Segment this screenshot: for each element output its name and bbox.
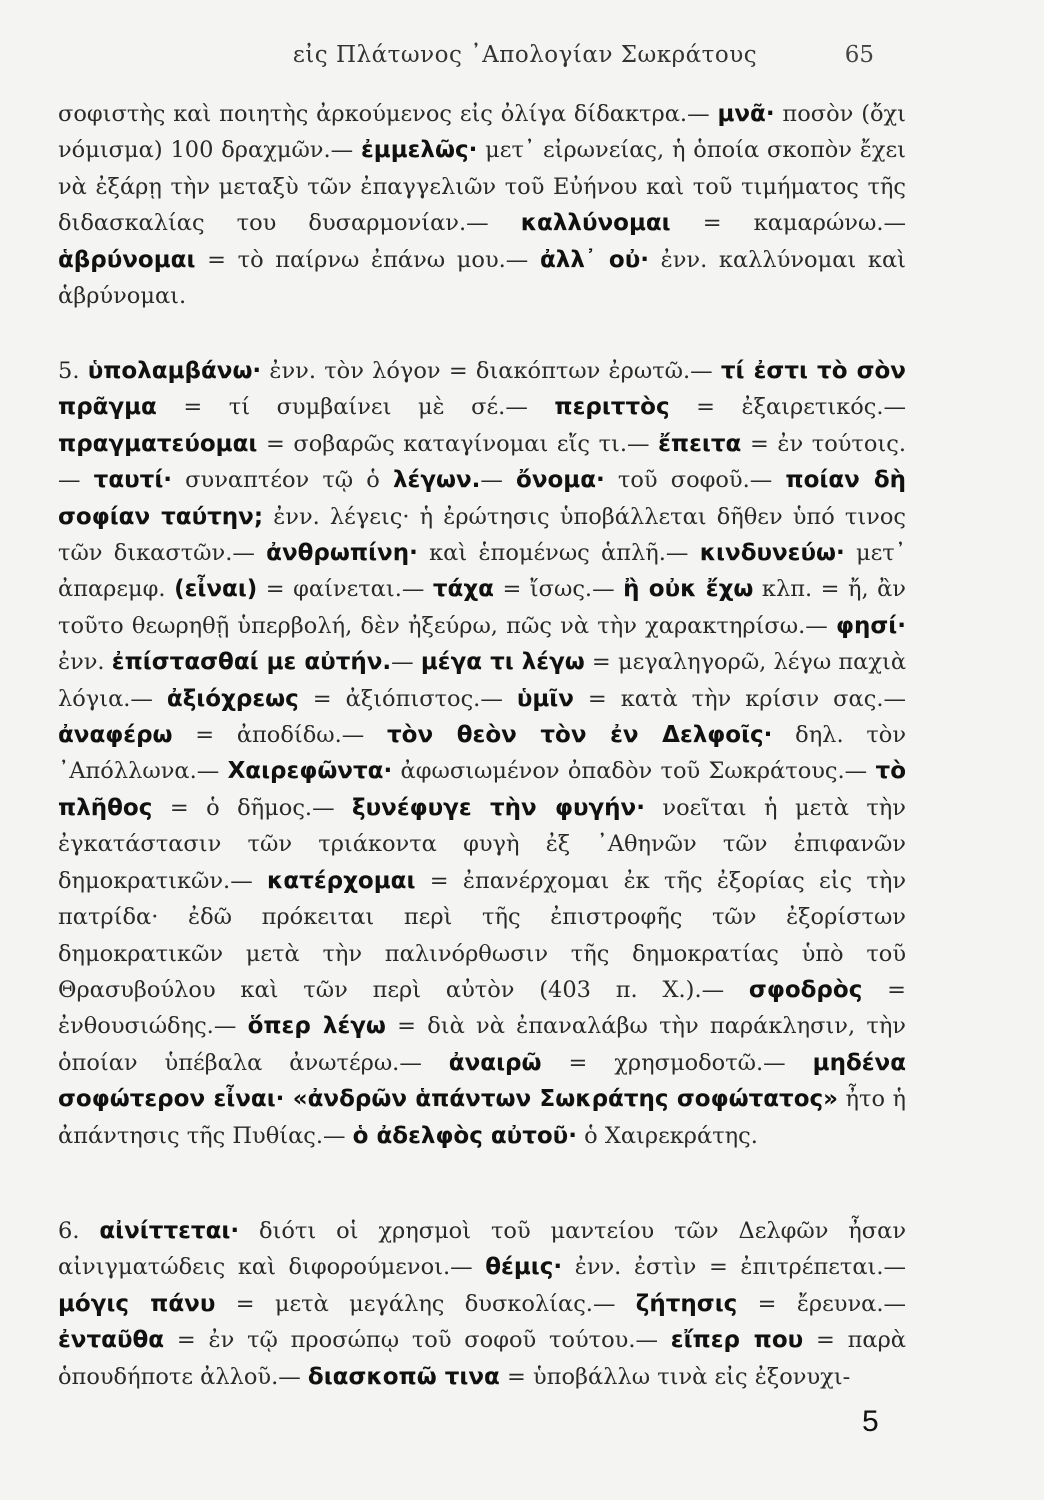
lemma-term: ξυνέφυγε τὴν φυγήν·: [352, 794, 645, 821]
gloss-text: δηλ. τὸν ᾿Απόλλωνα.—: [58, 722, 906, 785]
lemma-term: ἐνταῦθα: [58, 1327, 165, 1354]
lemma-term: κινδυνεύω·: [699, 540, 845, 567]
gloss-text: = ἐξαιρετικός.—: [669, 394, 907, 421]
lemma-term: θέμις·: [485, 1254, 563, 1281]
lemma-term: ὅπερ λέγω: [247, 1013, 386, 1040]
gloss-text: —: [480, 467, 517, 494]
lemma-term: περιττὸς: [554, 394, 670, 421]
gloss-text: = ἐν τῷ προσώπῳ τοῦ σοφοῦ τούτου.—: [164, 1327, 671, 1354]
lemma-term: ἀναφέρω: [58, 722, 173, 749]
gloss-text: = μεγαληγορῶ, λέγω παχιὰ λόγια.—: [58, 649, 907, 712]
gloss-text: = ἐπανέρχομαι ἐκ τῆς ἐξορίας εἰς τὴν πατρίδα· ἐδῶ πρόκειται περὶ τῆς ἐπιστροφῆς τῶν ἐξορίστων δημοκρατικῶν μετὰ τὴν παλινόρθωσιν τῆς δημοκρατίας ὑπὸ τοῦ Θρασυβούλου καὶ τῶν περὶ αὐτὸν (403 π. Χ.).—: [58, 867, 906, 1003]
signature-mark: 5: [862, 1405, 879, 1438]
gloss-text: μετ᾿ εἰρωνείας, ἡ ὁποία σκοπὸν ἔχει νὰ ἐξάρῃ τὴν μεταξὺ τῶν ἐπαγγελιῶν τοῦ Εὐήνου καὶ τοῦ τιμήματος τῆς διδασκαλίας του δυσαρμονίαν.—: [58, 137, 906, 237]
lemma-term: σφοδρὸς: [748, 976, 863, 1003]
lemma-term: μέγα τι λέγω: [420, 649, 585, 676]
lemma-term: διασκοπῶ τινα: [307, 1363, 500, 1390]
gloss-text: = μετὰ μεγάλης δυσκολίας.—: [215, 1290, 636, 1317]
gloss-text: —: [391, 649, 421, 676]
lemma-term: ὁ ἀδελφὸς αὐτοῦ·: [352, 1122, 577, 1149]
gloss-text: 5.: [58, 358, 88, 384]
gloss-text: = κατὰ τὴν κρίσιν σας.—: [573, 685, 906, 712]
lemma-term: ἐμμελῶς·: [360, 137, 478, 164]
gloss-text: = χρησμοδοτῶ.—: [541, 1049, 813, 1076]
gloss-text: διότι οἱ χρησμοὶ τοῦ μαντείου τῶν Δελφῶν ἦσαν αἰνιγματώδεις καὶ διφορούμενοι.—: [58, 1218, 907, 1281]
gloss-text: ποσὸν (ὄχι νόμισμα) 100 δραχμῶν.—: [58, 101, 906, 164]
lemma-term: (εἶναι): [174, 576, 258, 603]
gloss-text: = παρὰ ὁπουδήποτε ἀλλοῦ.—: [58, 1327, 907, 1390]
gloss-text: = ἐνθουσιώδης.—: [58, 976, 906, 1040]
lemma-term: ζήτησις: [635, 1290, 738, 1317]
lemma-term: ἀναιρῶ: [448, 1049, 542, 1076]
lemma-term: φησί·: [836, 612, 906, 639]
lemma-term: εἴπερ που: [670, 1327, 804, 1354]
page-number: 65: [844, 42, 874, 68]
gloss-text: καὶ ἑπομένως ἁπλῆ.—: [417, 540, 700, 567]
lemma-term: ἢ οὐκ ἔχω: [623, 576, 754, 603]
gloss-text: = ἐν τούτοις. —: [58, 430, 906, 494]
gloss-text: ἐνν. λέγεις· ἡ ἐρώτησις ὑποβάλλεται δῆθεν ὑπό τινος τῶν δικαστῶν.—: [58, 503, 906, 567]
gloss-text: = ἴσως.—: [493, 576, 624, 603]
gloss-text: = ἀποδίδω.—: [172, 722, 387, 749]
gloss-text: ὁ Χαιρεκράτης.: [576, 1122, 758, 1149]
lemma-term: καλλύνομαι: [520, 210, 671, 237]
gloss-text: συναπτέον τῷ ὁ: [172, 467, 393, 494]
gloss-text: ἐνν.: [58, 649, 112, 676]
lemma-term: ὄνομα·: [516, 467, 605, 494]
gloss-text: = ἀξιόπιστος.—: [298, 685, 517, 712]
lemma-term: τὸ πλῆθος: [58, 758, 906, 821]
lemma-term: ἔπειτα: [658, 430, 742, 457]
gloss-text: 6.: [58, 1218, 100, 1244]
commentary-paragraph-3: [58, 1213, 906, 1395]
gloss-text: = καμαρώνω.—: [670, 210, 906, 237]
gloss-text: κλπ. = ἤ, ἂν τοῦτο θεωρηθῇ ὑπερβολή, δὲν ἠξεύρω, πῶς νὰ τὴν χαρακτηρίσω.—: [58, 576, 906, 639]
gloss-text: = τὸ παίρνω ἐπάνω μου.—: [195, 246, 540, 273]
lemma-term: τάχα: [432, 576, 494, 603]
lemma-term: μόγις πάνυ: [58, 1290, 216, 1317]
lemma-term: ὑμῖν: [516, 685, 574, 712]
commentary-paragraph-1: [58, 96, 906, 314]
lemma-term: λέγων.: [392, 467, 481, 494]
lemma-term: τὸν θεὸν τὸν ἐν Δελφοῖς·: [387, 722, 773, 749]
gloss-text: = τί συμβαίνει μὲ σέ.—: [156, 394, 555, 421]
lemma-term: ταυτί·: [93, 467, 173, 494]
running-title: εἰς Πλάτωνος ᾿Απολογίαν Σωκράτους: [292, 42, 758, 68]
gloss-text: νοεῖται ἡ μετὰ τὴν ἐγκατάστασιν τῶν τριάκοντα φυγὴ ἐξ ᾿Αθηνῶν τῶν ἐπιφανῶν δημοκρατικῶν.—: [58, 794, 906, 894]
lemma-term: κατέρχομαι: [267, 867, 416, 894]
gloss-text: ἐνν. τὸν λόγον = διακόπτων ἐρωτῶ.—: [261, 358, 721, 384]
lemma-term: ὑπολαμβάνω·: [87, 358, 262, 384]
lemma-term: μηδένα σοφώτερον εἶναι· «ἀνδρῶν ἁπάντων Σωκράτης σοφώτατος»: [58, 1049, 907, 1113]
commentary-paragraph-2: [58, 353, 906, 1154]
lemma-term: ποίαν δὴ σοφίαν ταύτην;: [58, 467, 907, 530]
gloss-text: = διὰ νὰ ἐπαναλάβω τὴν παράκλησιν, τὴν ὁποίαν ὑπέβαλα ἀνωτέρω.—: [58, 1013, 906, 1076]
gloss-text: ἀφωσιωμένον ὀπαδὸν τοῦ Σωκράτους.—: [392, 758, 876, 785]
lemma-term: ἀνθρωπίνη·: [266, 540, 418, 567]
gloss-text: = ὑποβάλλω τινὰ εἰς ἐξονυχι-: [499, 1363, 851, 1390]
lemma-term: ἁβρύνομαι: [58, 246, 196, 273]
lemma-term: αἰνίττεται·: [99, 1218, 240, 1244]
gloss-text: ἦτο ἡ ἀπάντησις τῆς Πυθίας.—: [58, 1086, 906, 1149]
gloss-text: = φαίνεται.—: [257, 576, 433, 603]
lemma-term: τί ἐστι τὸ σὸν πρᾶγμα: [58, 358, 906, 421]
gloss-text: = ὁ δῆμος.—: [152, 794, 353, 821]
gloss-text: = σοβαρῶς καταγίνομαι εἴς τι.—: [257, 430, 659, 457]
lemma-term: ἀλλ᾿ οὐ·: [539, 246, 649, 273]
lemma-term: ἀξιόχρεως: [166, 685, 299, 712]
lemma-term: Χαιρεφῶντα·: [227, 758, 393, 785]
gloss-text: ἐνν. ἐστὶν = ἐπιτρέπεται.—: [562, 1254, 906, 1281]
lemma-term: πραγματεύομαι: [58, 430, 258, 457]
gloss-text: ἐνν. καλλύνομαι καὶ ἁβρύνομαι.: [58, 246, 906, 310]
gloss-text: = ἔρευνα.—: [737, 1290, 906, 1317]
gloss-text: σοφιστὴς καὶ ποιητὴς ἀρκούμενος εἰς ὀλίγα δίδακτρα.—: [58, 101, 718, 127]
gloss-text: τοῦ σοφοῦ.—: [604, 467, 786, 494]
gloss-text: μετ᾿ ἀπαρεμφ.: [58, 540, 907, 603]
lemma-term: ἐπίστασθαί με αὐτήν.: [111, 649, 392, 676]
lemma-term: μνᾶ·: [717, 101, 775, 127]
